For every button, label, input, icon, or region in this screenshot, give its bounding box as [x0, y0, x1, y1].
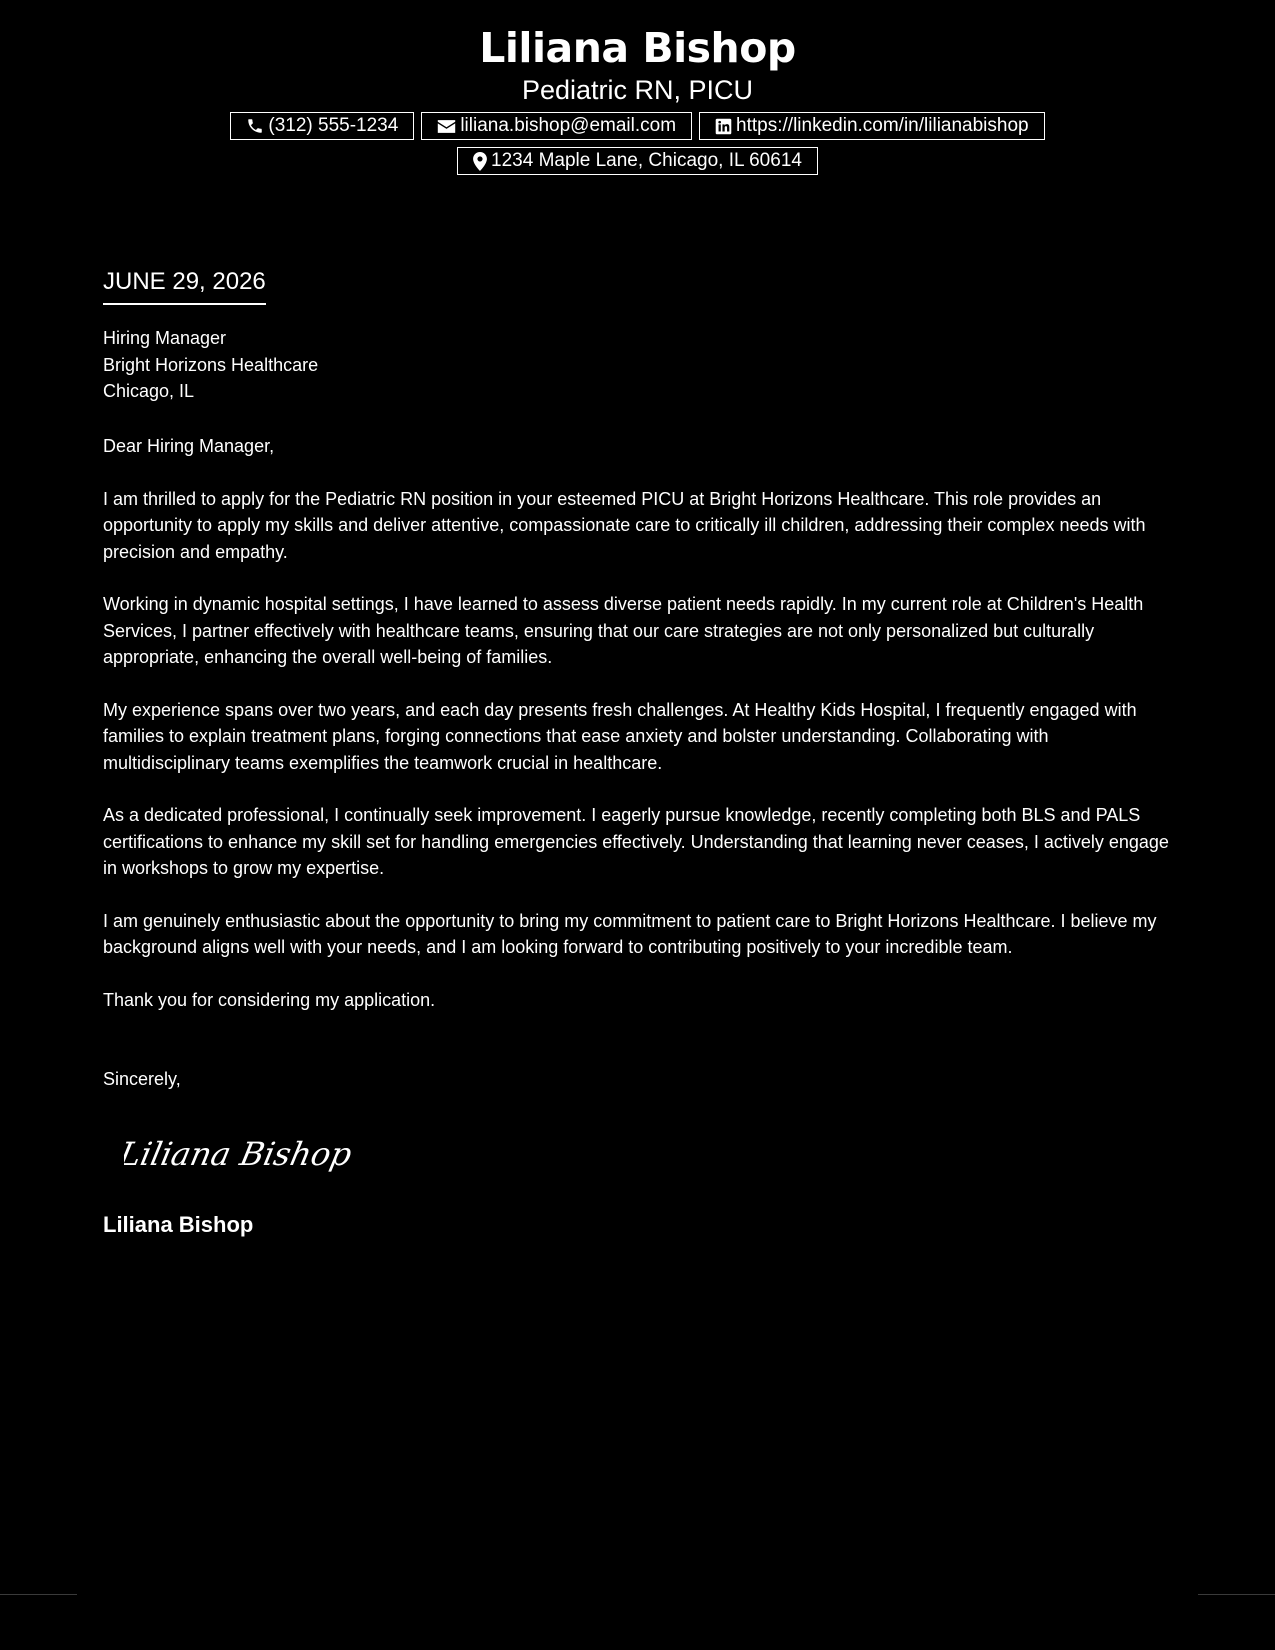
letter-body [103, 433, 1178, 1039]
closing: Sincerely, [103, 1069, 181, 1089]
contact-linkedin[interactable] [699, 112, 1045, 140]
salutation: Dear Hiring Manager, [103, 436, 275, 456]
recipient-line: Chicago, IL [103, 381, 195, 401]
body-paragraph: Working in dynamic hospital settings, I have learned to assess diverse patient needs rapidly. In my current role at Children's Health Services, I partner effectively with healthcare teams, ensuring that our care strategies are not only personalized but culturally appropriate, enhancing the overall well-being of families. [103, 594, 1144, 667]
contact-linkedin-text: https://linkedin.com/in/lilianabishop [736, 115, 1029, 136]
body-paragraph: As a dedicated professional, I continually seek improvement. I eagerly pursue knowledge, recently completing both BLS and PALS certifications to enhance my skill set for handling emergencies effectively. Understanding that learning never ceases, I actively engage in workshops to grow my expertise. [103, 805, 1169, 878]
page-divider-right [1198, 1594, 1275, 1595]
page-divider-left [0, 1594, 77, 1595]
contact-phone-text: (312) 555-1234 [268, 115, 399, 136]
letter-date: JUNE 29, 2026 [103, 266, 266, 305]
applicant-name: Liliana Bishop [479, 24, 796, 72]
linkedin-icon [715, 118, 732, 135]
envelope-icon [437, 119, 456, 134]
body-paragraph: My experience spans over two years, and each day presents fresh challenges. At Healthy Kids Hospital, I frequently engaged with families to explain treatment plans, forging connections that ease anxiety and bolster understanding. Collaborating with multidisciplinary teams exemplifies the teamwork crucial in healthcare. [103, 699, 1137, 773]
body-paragraph: Thank you for considering my application. [103, 989, 436, 1010]
contact-address[interactable] [457, 147, 818, 175]
letterhead [0, 22, 1275, 175]
recipient-line: Bright Horizons Healthcare [103, 354, 319, 375]
contact-row-address [0, 147, 1275, 175]
body-paragraph: I am thrilled to apply for the Pediatric RN position in your esteemed PICU at Bright Horizons Healthcare. This role provides an opportunity to apply my skills and deliver attentive, compassionate care to critically ill children, addressing their complex needs with precision and empathy. [103, 488, 1146, 562]
signature-text: Liliana Bishop [124, 1135, 354, 1173]
map-marker-icon [473, 152, 487, 171]
signer-name: Liliana Bishop [103, 1212, 254, 1237]
contact-row [0, 112, 1275, 140]
contact-address-text: 1234 Maple Lane, Chicago, IL 60614 [491, 150, 802, 171]
contact-email[interactable] [421, 112, 692, 140]
recipient-line: Hiring Manager [103, 328, 227, 348]
applicant-title: Pediatric RN, PICU [521, 75, 754, 105]
phone-icon [246, 117, 264, 135]
handwritten-signature [124, 1125, 354, 1190]
contact-email-text: liliana.bishop@email.com [460, 115, 677, 136]
contact-phone[interactable] [230, 112, 414, 140]
recipient-block [103, 325, 318, 405]
body-paragraph: I am genuinely enthusiastic about the opportunity to bring my commitment to patient care to Bright Horizons Healthcare. I believe my background aligns well with your needs, and I am looking forward to contributing positively to your incredible team. [103, 910, 1157, 957]
